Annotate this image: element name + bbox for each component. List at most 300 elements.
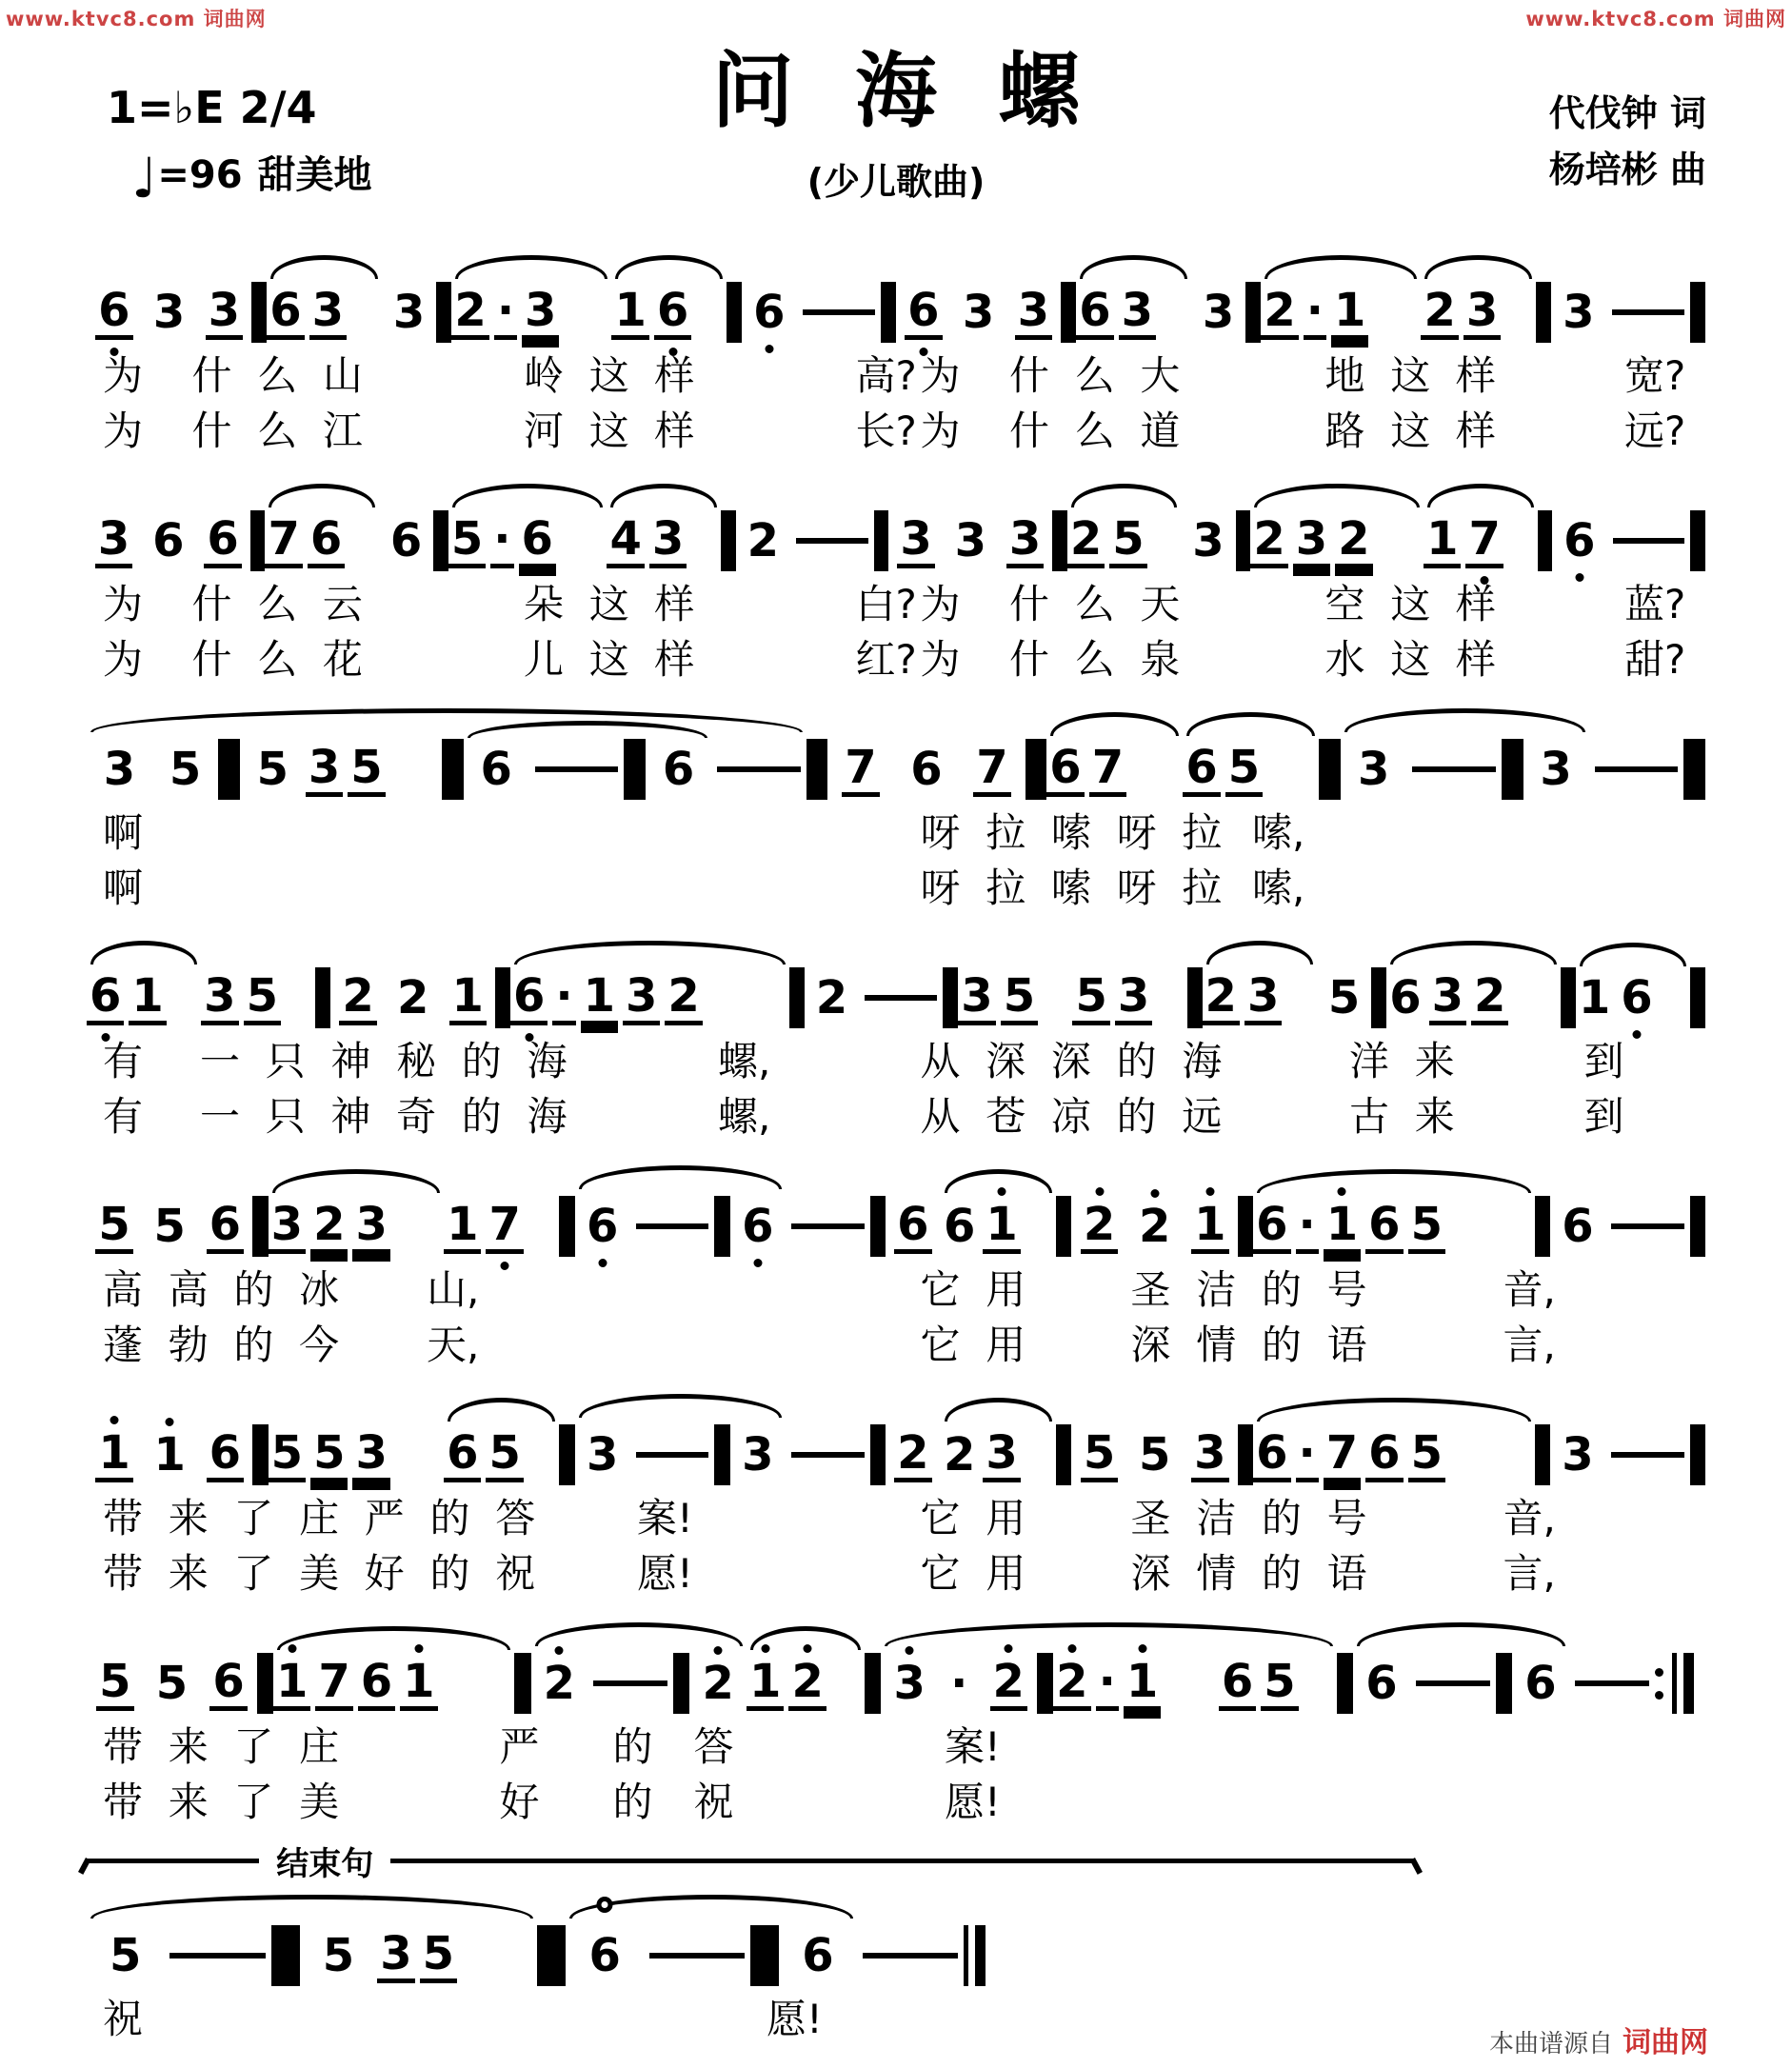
lyric-chunk: 啊 — [103, 865, 144, 911]
duration-dash — [791, 1452, 865, 1458]
duration-dash — [796, 538, 868, 544]
note — [736, 516, 790, 566]
tempo-value: =96 — [157, 153, 243, 197]
note — [448, 511, 486, 568]
slur-group — [747, 1654, 865, 1711]
lyrics-line — [87, 1085, 1705, 1141]
slur-group — [444, 1425, 559, 1482]
note-digit: 5 — [1408, 1200, 1445, 1254]
system-4 — [87, 925, 1705, 1141]
barline — [1690, 510, 1705, 571]
note — [386, 973, 441, 1023]
lyric-chunk: 的 — [612, 1723, 653, 1770]
note — [1244, 968, 1282, 1025]
barline — [870, 1196, 886, 1257]
note-digit: 7 — [315, 1657, 352, 1711]
slur-group — [448, 511, 607, 568]
note — [522, 283, 559, 340]
coda-label: 结束句 — [276, 1844, 374, 1883]
barline — [495, 967, 510, 1028]
note — [1386, 973, 1424, 1023]
note — [980, 1654, 1037, 1711]
note-digit: 2 — [543, 1657, 576, 1710]
beam-group — [269, 1425, 444, 1482]
octave-dot-above — [761, 1644, 769, 1653]
note-digit: 2 — [1250, 514, 1287, 568]
note-digit: 1 — [1578, 971, 1611, 1024]
beam-group — [201, 968, 315, 1025]
note-digit: 5 — [1109, 514, 1146, 568]
octave-dot-above — [1138, 1644, 1146, 1653]
system-7 — [87, 1611, 1705, 1826]
lyric-chunk: 山, — [427, 1266, 480, 1313]
note — [1463, 283, 1501, 340]
note-digit: 6 — [1562, 1200, 1594, 1253]
duration-dash — [865, 995, 937, 1001]
lyric-chunk: 带 来 了 美 好 的 祝 — [103, 1550, 536, 1597]
note — [1465, 511, 1503, 568]
note-digit: 6 — [588, 1929, 621, 1982]
note-digit: 3 — [954, 514, 987, 567]
note — [1424, 511, 1461, 568]
note — [1119, 283, 1156, 340]
slur-group — [510, 968, 789, 1025]
note — [941, 1202, 978, 1251]
note — [1421, 283, 1458, 340]
note-digit: 1 — [129, 971, 166, 1025]
beam-group — [958, 968, 1072, 1025]
note — [306, 740, 343, 797]
note — [1183, 1197, 1238, 1254]
lyric-chunk: 河 这 样 — [524, 408, 695, 454]
note — [444, 1197, 481, 1254]
slur-group — [1253, 1425, 1535, 1482]
barline — [1337, 1653, 1353, 1714]
lyrics-line — [87, 802, 1705, 857]
note — [788, 1654, 826, 1711]
note-digit: 7 — [265, 514, 302, 568]
note-digit: 3 — [1192, 514, 1225, 567]
note — [581, 968, 618, 1025]
barline — [252, 1424, 268, 1485]
note-digit: 3 — [1191, 1428, 1228, 1482]
note-digit: 3 — [1202, 286, 1235, 339]
note-digit: 6 — [519, 514, 556, 568]
note-digit: 2 — [1261, 286, 1298, 340]
barline — [1187, 967, 1203, 1028]
duration-dash — [169, 1953, 265, 1959]
note — [377, 1926, 414, 1983]
note — [623, 968, 660, 1025]
note — [896, 283, 951, 340]
note — [400, 1654, 437, 1711]
note — [420, 1926, 457, 1983]
note — [1089, 740, 1126, 797]
lyric-chunk: 为 — [103, 581, 144, 627]
note — [129, 968, 166, 1025]
duration-dash — [593, 1680, 667, 1686]
beam-group — [444, 1197, 559, 1254]
note — [142, 288, 197, 337]
note — [1203, 968, 1240, 1025]
lyric-chunk: 什 么 花 — [191, 636, 363, 683]
lyric-chunk: 水 这 样 — [1324, 636, 1496, 683]
note-digit: 6 — [1253, 1428, 1290, 1482]
note-digit: 2 — [943, 1428, 976, 1481]
beam-group — [306, 740, 442, 797]
note — [1317, 973, 1372, 1023]
barline — [1245, 282, 1261, 343]
octave-dot-above — [1005, 1644, 1013, 1653]
lyric-chunk: 红? — [855, 636, 917, 683]
octave-dot-above — [414, 1644, 423, 1653]
note — [490, 511, 513, 568]
notation-line — [87, 1382, 1705, 1487]
note-digit: 5 — [348, 743, 385, 797]
lyric-chunk: 古 来 — [1349, 1093, 1455, 1140]
note — [87, 1197, 142, 1254]
note-digit: 6 — [753, 286, 786, 339]
octave-dot-above — [1067, 1644, 1076, 1653]
note-digit: 7 — [842, 743, 879, 797]
note-digit: 6 — [209, 1657, 247, 1711]
note-digit: 5 — [1081, 1428, 1118, 1482]
barline — [1037, 1653, 1053, 1714]
barline — [1236, 510, 1251, 571]
duration-dash — [1575, 1680, 1649, 1686]
beam-group — [1072, 968, 1186, 1025]
note-digit: 1 — [449, 971, 487, 1025]
note — [805, 973, 860, 1023]
note-digit: 2 — [665, 971, 702, 1025]
note-digit: · — [490, 514, 513, 568]
note — [1053, 1654, 1090, 1711]
note-digit: 2 — [339, 971, 376, 1025]
note-digit: 6 — [586, 1200, 619, 1253]
lyric-chunk: 嗦, — [1252, 809, 1305, 856]
note — [87, 745, 152, 794]
slur-group — [1386, 968, 1561, 1025]
note — [152, 745, 218, 794]
note-digit: 2 — [1203, 971, 1240, 1025]
lyric-chunk: 愿! — [637, 1550, 693, 1597]
lyric-chunk: 一 只 神 秘 的 海 — [200, 1038, 567, 1084]
duration-dash — [1595, 766, 1679, 772]
note-digit: 3 — [201, 971, 238, 1025]
lyric-chunk: 到 — [1583, 1038, 1624, 1084]
barline — [1690, 282, 1705, 343]
note — [379, 516, 433, 566]
lyric-chunk: 洋 来 — [1349, 1038, 1455, 1084]
lyric-chunk: 从 苍 凉 的 远 — [920, 1093, 1223, 1140]
coda-bracket-left — [87, 1859, 259, 1863]
notation-line — [87, 468, 1705, 573]
note — [269, 1425, 306, 1482]
barline — [271, 1925, 300, 1986]
octave-dot-above — [288, 1644, 296, 1653]
slur-group — [1046, 740, 1183, 797]
note-digit: 6 — [1219, 1657, 1256, 1711]
notation-line — [87, 925, 1705, 1030]
note-digit: 6 — [1524, 1657, 1557, 1710]
barline — [721, 510, 736, 571]
notation-line — [87, 697, 1705, 802]
octave-dot-above — [166, 1418, 174, 1426]
note — [1006, 283, 1061, 340]
slur-group — [1183, 740, 1319, 797]
note-digit: 6 — [1046, 743, 1084, 797]
note-digit: 6 — [1183, 743, 1220, 797]
lyrics-line — [87, 400, 1705, 455]
lyric-chunk: 它 用 — [920, 1495, 1026, 1541]
duration-dash — [1611, 1452, 1684, 1458]
note-digit: 2 — [1138, 1200, 1171, 1253]
note — [440, 968, 495, 1025]
note-digit: · — [494, 286, 517, 340]
watermark-right: www.ktvc8.com 词曲网 — [1525, 8, 1786, 30]
barline — [315, 967, 330, 1028]
barline — [1536, 282, 1551, 343]
note — [730, 1202, 786, 1251]
octave-dot-above — [110, 1416, 119, 1424]
note-digit: 3 — [1540, 743, 1572, 796]
slur-group — [87, 1925, 537, 1986]
note-digit: 6 — [1563, 514, 1596, 567]
duration-dash — [803, 309, 875, 315]
note-digit: 5 — [486, 1428, 523, 1482]
note-digit: 2 — [815, 971, 848, 1024]
lyricist-credit: 代伐钟 词 — [1548, 92, 1706, 134]
note — [654, 283, 691, 340]
lyric-chunk: 为 — [920, 408, 961, 454]
note — [1523, 745, 1589, 794]
notation-line — [87, 240, 1705, 345]
note-digit: 6 — [742, 1200, 774, 1253]
note-digit: 5 — [1225, 743, 1263, 797]
note-digit: 1 — [153, 1428, 186, 1481]
slur-group — [607, 511, 720, 568]
lyric-chunk: 朵 这 样 — [524, 581, 695, 627]
duration-dash — [636, 1452, 709, 1458]
lyrics-line — [87, 857, 1705, 912]
slur-group — [464, 739, 711, 800]
lyrics-line — [87, 1030, 1705, 1085]
lyric-chunk: 岭 这 样 — [524, 352, 695, 399]
note — [352, 1425, 389, 1482]
note-digit: 3 — [1563, 286, 1595, 339]
lyric-chunk: 言, — [1503, 1550, 1556, 1597]
note — [309, 283, 347, 340]
note-digit: 7 — [1465, 514, 1503, 568]
lyric-chunk: 高? — [855, 352, 917, 399]
note — [1096, 1654, 1119, 1711]
note — [486, 1197, 523, 1254]
note — [1550, 1202, 1605, 1251]
note — [607, 511, 644, 568]
song-subtitle: (少儿歌曲) — [806, 161, 986, 203]
note-digit: 6 — [152, 514, 185, 567]
barline — [806, 739, 828, 800]
note — [486, 1425, 523, 1482]
repeat-end-barline — [1655, 1653, 1705, 1714]
barline — [218, 739, 240, 800]
barline — [559, 1196, 574, 1257]
lyric-chunk: 到 — [1583, 1093, 1624, 1140]
note-digit: 3 — [269, 1200, 306, 1254]
note — [893, 745, 959, 794]
duration-dash — [1611, 1223, 1684, 1229]
note — [1261, 283, 1298, 340]
watermark-left: www.ktvc8.com 词曲网 — [6, 8, 267, 30]
lyric-chunk: 什 么 大 — [1009, 352, 1181, 399]
barline — [559, 1424, 574, 1485]
lyric-chunk: 深 情 的 语 — [1130, 1550, 1367, 1597]
lyric-chunk: 为 — [103, 636, 144, 683]
barline — [1561, 967, 1576, 1028]
note-digit: 7 — [1089, 743, 1126, 797]
note-digit: 5 — [448, 514, 486, 568]
note — [1296, 1197, 1319, 1254]
composer-credit: 杨培彬 曲 — [1548, 148, 1706, 190]
note-digit: 6 — [1389, 971, 1422, 1024]
octave-dot-above — [1338, 1187, 1346, 1196]
barline — [433, 510, 448, 571]
lyric-chunk: 什 么 道 — [1009, 408, 1181, 454]
note — [827, 740, 893, 797]
slur-group — [1076, 283, 1190, 340]
note-digit: 1 — [273, 1657, 310, 1711]
footer-source — [1489, 2018, 1708, 2060]
note — [315, 1654, 352, 1711]
lyric-chunk: 从 深 深 的 海 — [920, 1038, 1223, 1084]
slur-group — [87, 739, 806, 800]
note-digit: 3 — [623, 971, 660, 1025]
note-digit: 3 — [1357, 743, 1390, 796]
lyric-chunk: 为 — [103, 352, 144, 399]
lyric-chunk: 它 用 — [920, 1266, 1026, 1313]
lyric-chunk: 答 — [693, 1723, 734, 1770]
note-digit: 6 — [1365, 1428, 1403, 1482]
barline — [727, 282, 742, 343]
lyric-chunk: 为 — [103, 408, 144, 454]
note — [1183, 1425, 1238, 1482]
note — [998, 511, 1052, 568]
note-digit: 2 — [451, 286, 488, 340]
lyric-chunk: 为 — [920, 581, 961, 627]
note-digit: 6 — [662, 743, 695, 796]
note-digit: · — [1096, 1657, 1119, 1711]
lyric-chunk: 什 么 天 — [1009, 581, 1181, 627]
note-digit: 5 — [244, 971, 281, 1025]
note-digit: 2 — [1335, 514, 1372, 568]
note-digit: 1 — [581, 971, 618, 1025]
slur-group — [265, 511, 378, 568]
note — [197, 1425, 252, 1482]
note — [983, 1197, 1020, 1254]
barline — [1238, 1424, 1253, 1485]
lyric-chunk: 远? — [1624, 408, 1686, 454]
note — [142, 1202, 197, 1251]
slur-group — [881, 1653, 1337, 1714]
note-digit: 5 — [322, 1929, 355, 1982]
barline — [1535, 1196, 1550, 1257]
note — [1408, 1425, 1445, 1482]
lyric-chunk: 螺, — [718, 1038, 771, 1084]
slur-group — [941, 1425, 1056, 1482]
lyric-chunk: 案! — [637, 1495, 693, 1541]
note — [1304, 283, 1326, 340]
note — [1124, 1654, 1161, 1711]
note-digit: 5 — [1072, 971, 1109, 1025]
lyric-chunk: 为 — [920, 352, 961, 399]
note — [451, 283, 488, 340]
lyrics-line — [87, 1314, 1705, 1369]
note — [265, 511, 302, 568]
note-digit: 5 — [1261, 1657, 1298, 1711]
note — [730, 1430, 786, 1480]
system-5 — [87, 1154, 1705, 1369]
barline — [442, 739, 464, 800]
note-digit: 3 — [392, 286, 426, 339]
duration-dash — [717, 766, 801, 772]
lyric-chunk: 甜? — [1624, 636, 1686, 683]
lyrics-line — [87, 1716, 1705, 1771]
octave-dot-above — [714, 1646, 723, 1655]
note — [240, 745, 306, 794]
note — [201, 968, 238, 1025]
note-digit: 6 — [654, 286, 691, 340]
note — [444, 1425, 481, 1482]
footer-prefix: 本曲谱源自 — [1488, 2030, 1613, 2058]
duration-dash — [1613, 538, 1685, 544]
note — [269, 1197, 306, 1254]
note-digit: 3 — [352, 1428, 389, 1482]
system-2 — [87, 468, 1705, 684]
duration-dash — [1412, 766, 1496, 772]
note-digit: 3 — [377, 1929, 414, 1983]
lyric-chunk: 儿 这 样 — [524, 636, 695, 683]
note — [141, 516, 195, 566]
note-digit: 3 — [309, 286, 347, 340]
note — [646, 745, 711, 794]
lyric-chunk: 音, — [1503, 1266, 1556, 1313]
slur-group — [1253, 1197, 1535, 1254]
note — [464, 745, 529, 794]
note — [1324, 1425, 1361, 1482]
beam-group — [1053, 1654, 1219, 1711]
note — [531, 1659, 588, 1708]
octave-dot-above — [998, 1187, 1006, 1196]
slur-group — [531, 1653, 747, 1714]
slur-group — [1353, 1653, 1569, 1714]
note — [87, 1425, 142, 1482]
note-digit: 2 — [894, 1428, 931, 1482]
note-digit: 3 — [1244, 971, 1282, 1025]
note — [310, 1425, 348, 1482]
quarter-note-icon: ♩ — [131, 146, 158, 210]
lyric-chunk: 圣 洁 的 号 — [1130, 1266, 1367, 1313]
note-digit: 6 — [444, 1428, 481, 1482]
note-digit: 1 — [747, 1657, 784, 1711]
note — [1253, 1425, 1290, 1482]
note-digit: 6 — [510, 971, 548, 1025]
note — [941, 1430, 978, 1480]
note — [1429, 968, 1466, 1025]
octave-dot-above — [1095, 1187, 1104, 1196]
thin-barline — [964, 1925, 968, 1986]
slur-group — [1424, 511, 1537, 568]
thin-barline — [1672, 1653, 1677, 1714]
